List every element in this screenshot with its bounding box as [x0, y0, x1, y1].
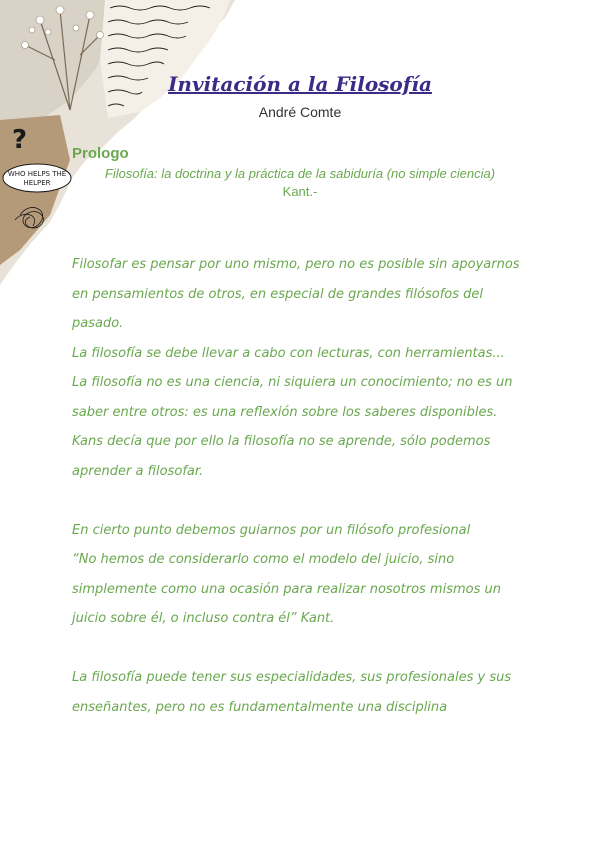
document-title: Invitación a la Filosofía	[168, 72, 432, 96]
collage-label-line1: WHO HELPS THE	[7, 170, 67, 178]
paragraph: La filosofía se debe llevar a cabo con lecturas, con herramientas...	[72, 345, 505, 361]
collage-label-line2: HELPER	[23, 179, 51, 187]
epigraph-quote: Filosofía: la doctrina y la práctica de la sabiduría (no simple ciencia)	[104, 166, 496, 181]
question-mark-icon: ?	[12, 125, 28, 155]
paragraph-gap	[72, 634, 532, 664]
note-card	[100, 0, 230, 118]
paragraph: La filosofía puede tener sus especialidades, sus profesionales y sus enseñantes, pero no es fundamentalmente una disciplina	[72, 670, 512, 715]
epigraph-attribution: Kant.-	[282, 184, 318, 199]
paragraph: “No hemos de considerarlo como el modelo del juicio, sino simplemente como una ocasión para realizar nosotros mismos un juicio sobre él, o incluso contra él” Kant.	[72, 552, 501, 626]
body-text	[72, 250, 532, 722]
epigraph	[0, 165, 600, 201]
paragraph: En cierto punto debemos guiarnos por un filósofo profesional	[72, 522, 471, 538]
document-author: André Comte	[258, 104, 342, 120]
paragraph-gap	[72, 486, 532, 516]
paragraph: Filosofar es pensar por uno mismo, pero no es posible sin apoyarnos en pensamientos de otros, en especial de grandes filósofos del pasado.	[72, 257, 520, 331]
paragraph: La filosofía no es una ciencia, ni siquiera un conocimiento; no es un saber entre otros: es una reflexión sobre los saberes disponibles. Kans decía que por ello la filosofía no se aprende, sólo podemos aprender a filosofar.	[72, 375, 513, 479]
section-heading: Prologo	[72, 145, 129, 162]
